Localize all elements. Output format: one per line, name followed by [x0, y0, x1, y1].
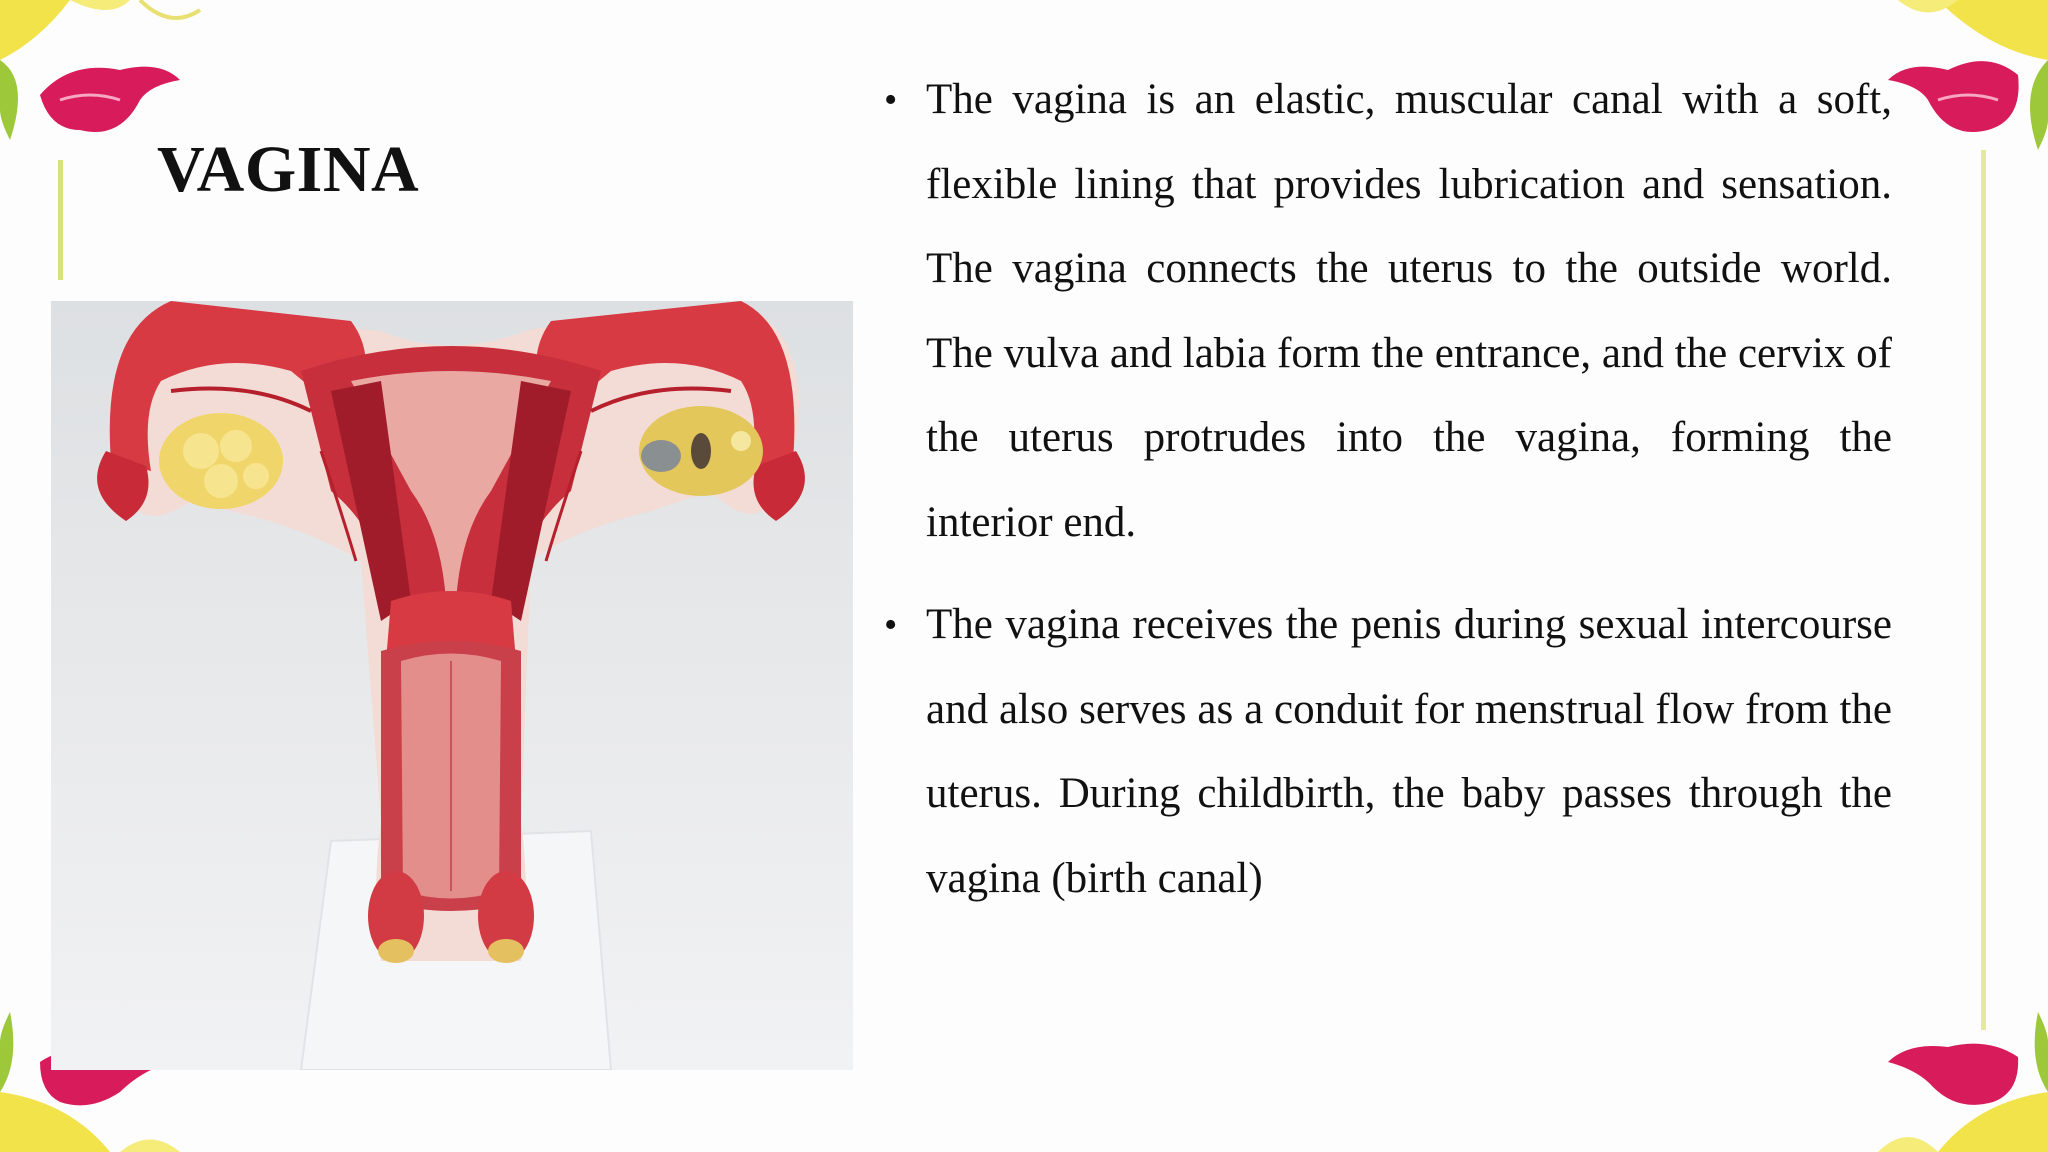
- bullet-item: [880, 58, 1892, 565]
- bullet-item: [880, 583, 1892, 921]
- frame-line-right: [1981, 150, 1986, 1030]
- bullet-text: The vagina is an elastic, muscular canal with a soft, flexible lining that provides lubrication and sensation. The vagina connects the uterus to the outside world. The vulva and labia form the entrance, and the cervix of the uterus protrudes into the vagina, forming the interior end.: [926, 76, 1892, 546]
- bullet-text: The vagina receives the penis during sexual intercourse and also serves as a conduit for menstrual flow from the uterus. During childbirth, the baby passes through the vagina (birth canal): [926, 601, 1892, 902]
- bullet-marker: •: [884, 79, 898, 121]
- bullet-marker: •: [884, 604, 898, 646]
- flower-corner-bottom-right-icon: [1788, 952, 2048, 1152]
- uterus-model-image: [51, 301, 853, 1070]
- slide-title: VAGINA: [157, 133, 420, 206]
- frame-line-left: [58, 160, 63, 280]
- bullet-list: [880, 58, 1892, 939]
